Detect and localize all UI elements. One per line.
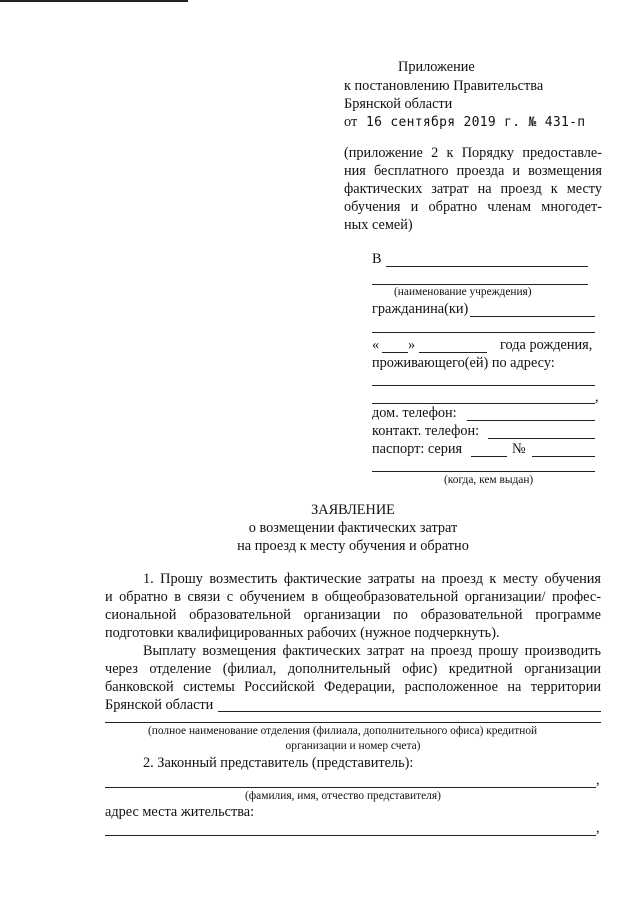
- passport-series-line: [471, 456, 507, 457]
- note-line-2: ния бесплатного проезда и возмещения: [344, 163, 602, 179]
- paragraph-2-line-2: через отделение (филиал, дополнительный офис) кредитной организации: [105, 661, 601, 677]
- annex-date-stamp: 16 сентября 2019 г. № 431-п: [366, 115, 586, 130]
- bank-caption-line-1: (полное наименование отделения (филиала, дополнительного офиса) кредитной: [148, 725, 538, 737]
- document-subtitle-2: на проезд к месту обучения и обратно: [237, 538, 469, 554]
- document-title: ЗАЯВЛЕНИЕ: [311, 502, 395, 518]
- to-label: В: [372, 251, 382, 267]
- birth-year-label: года рождения,: [500, 337, 593, 353]
- representative-comma: ,: [596, 772, 600, 788]
- annex-title: Приложение: [398, 59, 475, 75]
- issued-caption: (когда, кем выдан): [444, 474, 534, 486]
- birth-month-line: [419, 352, 487, 353]
- home-phone-field-line: [467, 420, 595, 421]
- address-residence-comma: ,: [596, 820, 600, 836]
- issued-field-line: [372, 471, 595, 472]
- passport-number-line: [532, 456, 595, 457]
- institution-caption: (наименование учреждения): [394, 286, 532, 298]
- scan-edge-line: [0, 0, 188, 2]
- citizen-field-line-2: [372, 332, 595, 333]
- representative-field-line: [105, 787, 596, 788]
- representative-caption: (фамилия, имя, отчество представителя): [245, 790, 441, 802]
- address-field-line-1: [372, 385, 595, 386]
- bank-field-line-1: [218, 711, 601, 712]
- paragraph-2-line-1: Выплату возмещения фактических затрат на проезд прошу производить: [143, 643, 601, 659]
- home-phone-label: дом. телефон:: [372, 405, 457, 421]
- note-line-4: обучения и обратно членам многодет-: [344, 199, 602, 215]
- address-residence-field-line: [105, 835, 596, 836]
- passport-label: паспорт: серия: [372, 441, 463, 457]
- note-line-1: (приложение 2 к Порядку предоставле-: [344, 145, 602, 161]
- institution-field-line: [386, 266, 588, 267]
- bank-field-line-2: [105, 722, 601, 723]
- paragraph-2-line-4: Брянской области: [105, 697, 214, 713]
- paragraph-2-line-3: банковской системы Российской Федерации, расположенное на территории: [105, 679, 601, 695]
- contact-phone-field-line: [488, 438, 595, 439]
- citizen-field-line: [470, 316, 595, 317]
- quote-close: »: [408, 337, 416, 353]
- annex-line-3: Брянской области: [344, 96, 453, 112]
- bank-caption-line-2: организации и номер счета): [285, 740, 421, 752]
- institution-field-line-2: [372, 284, 588, 285]
- contact-phone-label: контакт. телефон:: [372, 423, 480, 439]
- annex-line-2: к постановлению Правительства: [344, 78, 544, 94]
- address-comma: ,: [595, 389, 599, 405]
- paragraph-1-line-3: сиональной образовательной организации по образовательной программе: [105, 607, 601, 623]
- citizen-label: гражданина(ки): [372, 301, 469, 317]
- passport-number-sign: №: [512, 441, 526, 457]
- representative-label: 2. Законный представитель (представитель):: [143, 755, 414, 771]
- document-subtitle-1: о возмещении фактических затрат: [248, 520, 458, 536]
- paragraph-1-line-4: подготовки квалифицированных рабочих (нужное подчеркнуть).: [105, 625, 500, 641]
- note-line-5: ных семей): [344, 217, 413, 233]
- annex-date-prefix: от: [344, 114, 358, 130]
- note-line-3: фактических затрат на проезд к месту: [344, 181, 602, 197]
- residing-label: проживающего(ей) по адресу:: [372, 355, 555, 371]
- address-field-line-2: [372, 403, 595, 404]
- birth-day-line: [382, 352, 408, 353]
- paragraph-1-line-2: и обратно в связи с обучением в общеобразовательной организации/ профес-: [105, 589, 601, 605]
- paragraph-1-line-1: 1. Прошу возместить фактические затраты на проезд к месту обучения: [143, 571, 601, 587]
- address-label: адрес места жительства:: [105, 804, 255, 820]
- quote-open: «: [372, 337, 380, 353]
